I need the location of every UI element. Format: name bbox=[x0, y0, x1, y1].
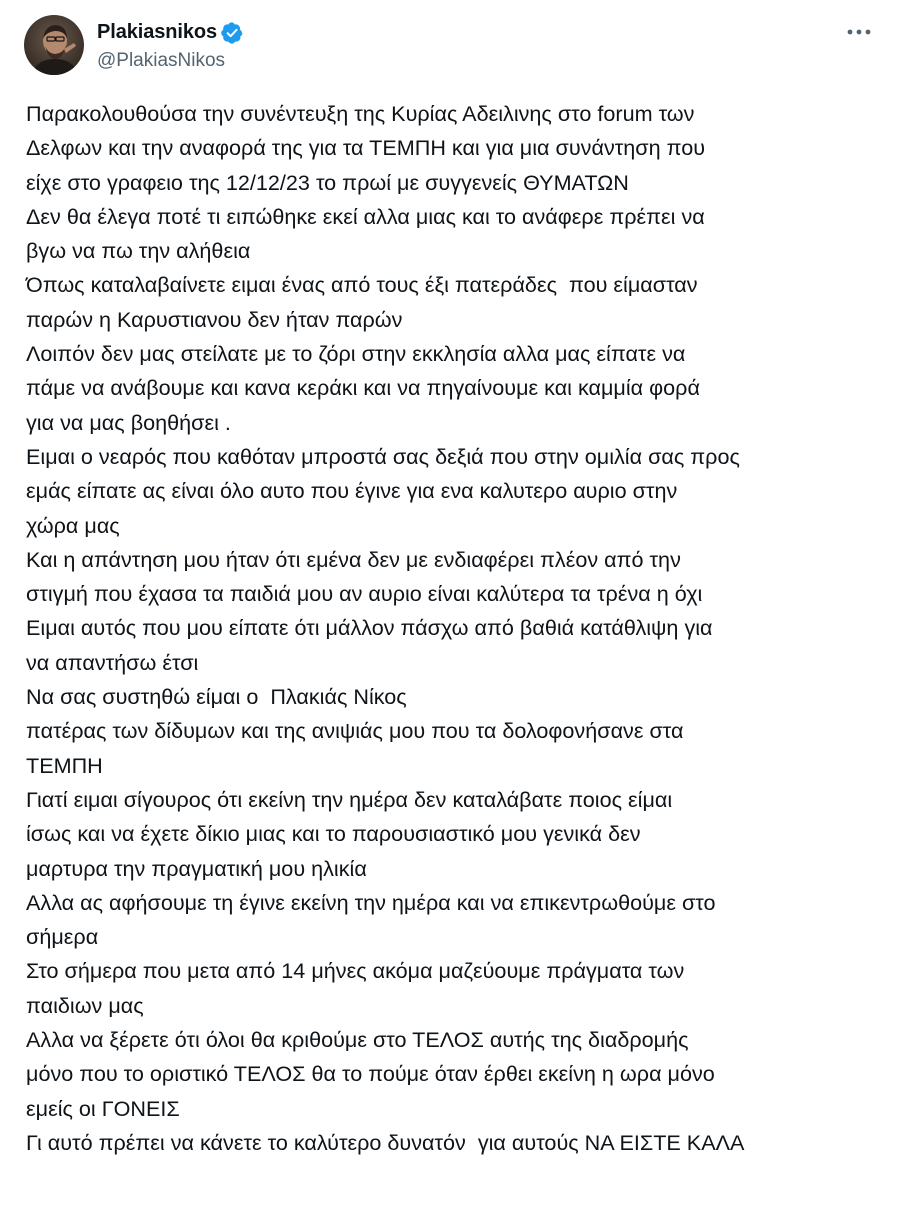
tweet-text-line: Και η απάντηση μου ήταν ότι εμένα δεν με ενδιαφέρει πλέον από την bbox=[26, 546, 681, 572]
tweet-header bbox=[24, 14, 243, 76]
tweet-text-line: βγω να πω την αλήθεια bbox=[26, 238, 251, 264]
tweet-text-line: Να σας συστηθώ είμαι ο Πλακιάς Νίκος bbox=[26, 684, 407, 710]
tweet-text-line: Όπως καταλαβαίνετε ειμαι ένας από τους έξι πατεράδες που είμασταν bbox=[26, 272, 698, 298]
more-options-button[interactable] bbox=[844, 20, 874, 44]
more-horizontal-icon bbox=[846, 28, 872, 36]
tweet-text-line: πάμε να ανάβουμε και κανα κεράκι και να πηγαίνουμε και καμμία φορά bbox=[26, 375, 700, 401]
tweet-text-line: στιγμή που έχασα τα παιδιά μου αν αυριο είναι καλύτερα τα τρένα η όχι bbox=[26, 581, 703, 607]
tweet-text-line: να απαντήσω έτσι bbox=[26, 649, 199, 675]
tweet-text-line: Δεν θα έλεγα ποτέ τι ειπώθηκε εκεί αλλα μιας και το ανάφερε πρέπει να bbox=[26, 203, 705, 229]
tweet-text-line: Ειμαι αυτός που μου είπατε ότι μάλλον πάσχω από βαθιά κατάθλιψη για bbox=[26, 615, 713, 641]
author-names bbox=[97, 19, 243, 72]
tweet-text-line: μόνο που το οριστικό ΤΕΛΟΣ θα το πούμε όταν έρθει εκείνη η ωρα μόνο bbox=[26, 1061, 715, 1087]
tweet-text-line: χώρα μας bbox=[26, 512, 120, 538]
tweet-text-line: Παρακολουθούσα την συνέντευξη της Κυρίας Αδειλινης στο forum των bbox=[26, 101, 695, 126]
tweet-text-line: εμάς είπατε ας είναι όλο αυτο που έγινε για ενα καλυτερο αυριο στην bbox=[26, 478, 678, 504]
tweet-text-line: Αλλα ας αφήσουμε τη έγινε εκείνη την ημέρα και να επικεντρωθούμε στο bbox=[26, 889, 716, 915]
tweet-text-line: είχε στο γραφειο της 12/12/23 το πρωί με συγγενείς ΘΥΜΑΤΩΝ bbox=[26, 169, 629, 195]
tweet-text-line: Αλλα να ξέρετε ότι όλοι θα κριθούμε στο ΤΕΛΟΣ αυτής της διαδρομής bbox=[26, 1027, 689, 1053]
author-handle[interactable]: @PlakiasNikos bbox=[97, 49, 226, 71]
tweet-text-line: Ειμαι ο νεαρός που καθόταν μπροστά σας δεξιά που στην ομιλία σας προς bbox=[26, 443, 740, 469]
tweet-text-line: σήμερα bbox=[26, 924, 99, 950]
tweet-text bbox=[26, 97, 886, 1160]
tweet-text-line: Στο σήμερα που μετα από 14 μήνες ακόμα μαζεύουμε πράγματα των bbox=[26, 958, 685, 984]
tweet-text-line: ίσως και να έχετε δίκιο μιας και το παρουσιαστικό μου γενικά δεν bbox=[26, 821, 641, 847]
tweet-text-line: Γι αυτό πρέπει να κάνετε το καλύτερο δυνατόν για αυτούς ΝΑ ΕΙΣΤΕ ΚΑΛΑ bbox=[26, 1129, 745, 1155]
tweet-text-line: για να μας βοηθήσει . bbox=[26, 409, 231, 435]
tweet-text-line: παιδιων μας bbox=[26, 992, 144, 1018]
avatar[interactable] bbox=[24, 15, 84, 75]
tweet-text-line: εμείς οι ΓΟΝΕΙΣ bbox=[26, 1095, 180, 1121]
tweet-text-line: πατέρας των δίδυμων και της ανιψιάς μου που τα δολοφονήσανε στα bbox=[26, 718, 684, 744]
author-display-name[interactable]: Plakiasnikos bbox=[97, 21, 217, 43]
name-row bbox=[97, 19, 243, 47]
tweet-text-line: Γιατί ειμαι σίγουρος ότι εκείνη την ημέρα δεν καταλάβατε ποιος είμαι bbox=[26, 786, 673, 812]
profile-photo-icon bbox=[24, 15, 84, 75]
tweet-text-line: Λοιπόν δεν μας στείλατε με το ζόρι στην εκκλησία αλλα μας είπατε να bbox=[26, 341, 686, 367]
tweet-text-line: Δελφων και την αναφορά της για τα ΤΕΜΠΗ και για μια συνάντηση που bbox=[26, 135, 706, 161]
tweet-text-line: παρών η Καρυστιανου δεν ήταν παρών bbox=[26, 306, 403, 332]
tweet-text-line: ΤΕΜΠΗ bbox=[26, 752, 103, 778]
tweet-text-line: μαρτυρα την πραγματική μου ηλικία bbox=[26, 855, 367, 881]
verified-badge-icon[interactable] bbox=[221, 22, 243, 44]
